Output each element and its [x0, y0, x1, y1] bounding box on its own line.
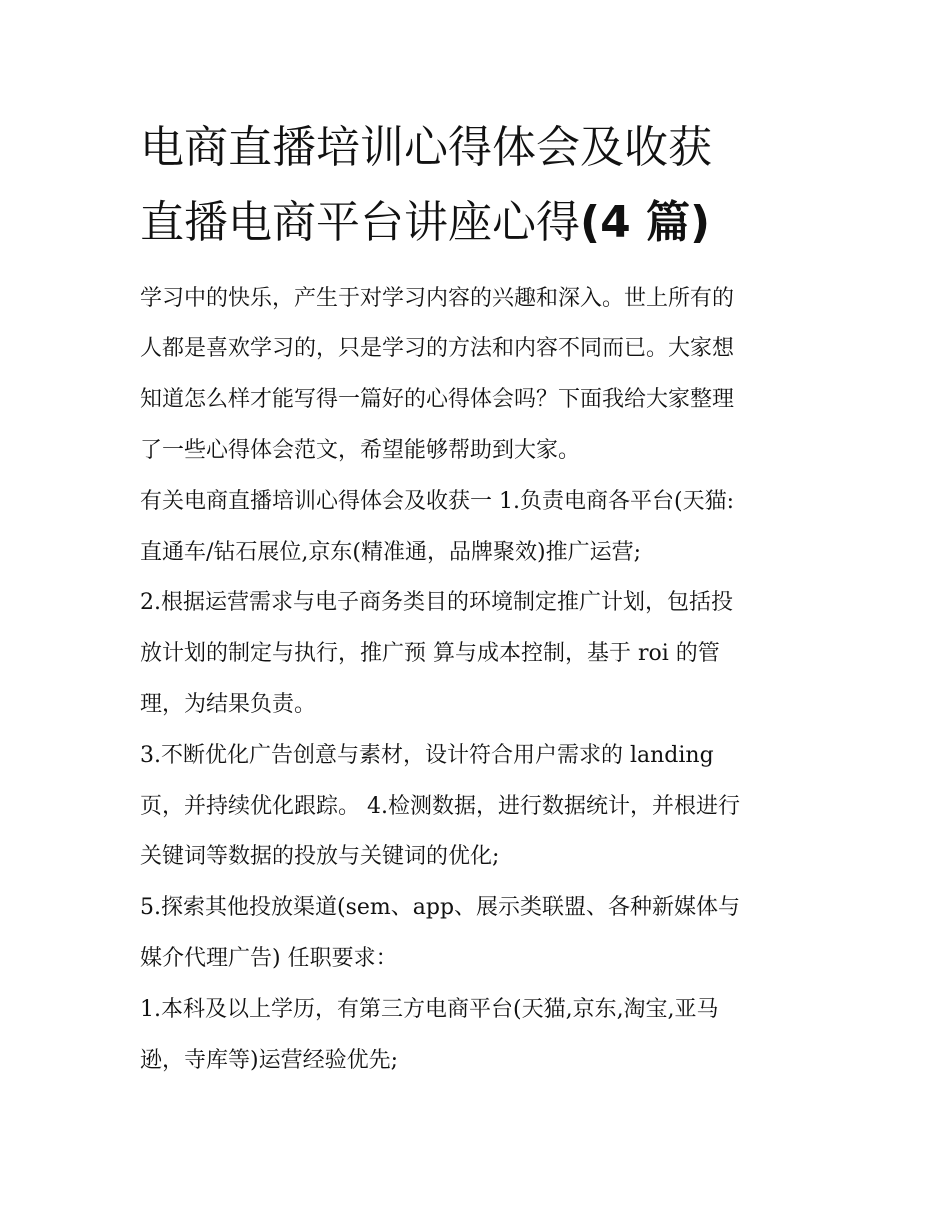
body-line: 3.不断优化广告创意与素材，设计符合用户需求的 landing: [140, 743, 714, 768]
body-line: 1.本科及以上学历，有第三方电商平台(天猫,京东,淘宝,亚马: [140, 997, 719, 1022]
document-title-count: (4 篇): [580, 197, 711, 248]
body-line: 直通车/钻石展位,京东(精准通，品牌聚效)推广运营;: [140, 540, 641, 565]
body-line: 媒介代理广告) 任职要求：: [140, 946, 398, 971]
body-line: 页，并持续优化跟踪。 4.检测数据，进行数据统计，并根进行: [140, 794, 740, 819]
document-title-line-2: [140, 195, 710, 251]
body-line: 学习中的快乐，产生于对学习内容的兴趣和深入。世上所有的: [140, 286, 735, 311]
body-line: 了一些心得体会范文，希望能够帮助到大家。: [140, 438, 581, 463]
body-line: 5.探索其他投放渠道(sem、app、展示类联盟、各种新媒体与: [140, 895, 741, 920]
body-line: 关键词等数据的投放与关键词的优化;: [140, 844, 500, 869]
body-line: 逊，寺库等)运营经验优先;: [140, 1048, 398, 1073]
body-line: 知道怎么样才能写得一篇好的心得体会吗？下面我给大家整理: [140, 387, 735, 412]
body-line: 理，为结果负责。: [140, 692, 317, 717]
body-line: 2.根据运营需求与电子商务类目的环境制定推广计划，包括投: [140, 590, 733, 615]
body-line: 放计划的制定与执行，推广预 算与成本控制，基于 roi 的管: [140, 641, 720, 666]
body-line: 人都是喜欢学习的，只是学习的方法和内容不同而已。大家想: [140, 336, 735, 361]
document-title-line-1: 电商直播培训心得体会及收获: [140, 122, 712, 173]
document-title-main: 直播电商平台讲座心得: [140, 197, 580, 248]
body-line: 有关电商直播培训心得体会及收获一 1.负责电商各平台(天猫:: [140, 489, 734, 514]
